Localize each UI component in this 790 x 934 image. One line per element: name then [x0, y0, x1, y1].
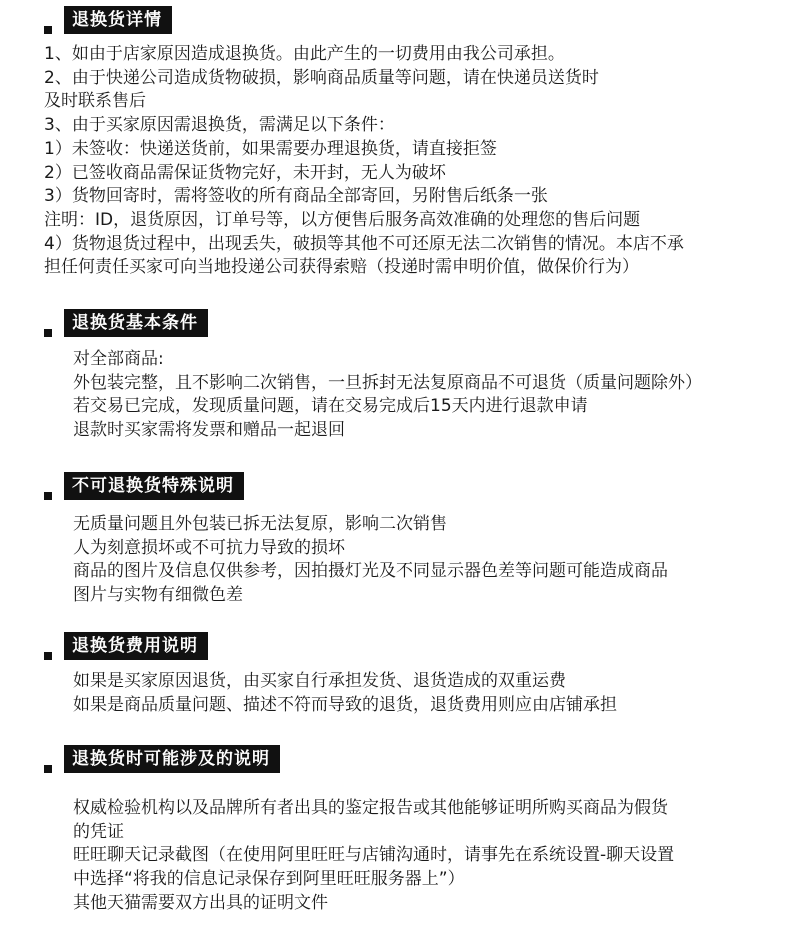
text-line: 的凭证: [73, 821, 124, 842]
text-line: 中选择“将我的信息记录保存到阿里旺旺服务器上”）: [73, 869, 465, 890]
text-line: 注明：ID，退货原因，订单号等，以方便售后服务高效准确的处理您的售后问题: [44, 209, 641, 230]
text-line: 权威检验机构以及品牌所有者出具的鉴定报告或其他能够证明所购买商品为假货: [73, 798, 668, 818]
text-line: 其他天猫需要双方出具的证明文件: [73, 892, 328, 913]
text-line: 外包装完整，且不影响二次销售，一旦拆封无法复原商品不可退货（质量问题除外）: [73, 372, 702, 393]
text-line: 及时联系售后: [44, 91, 146, 112]
text-line: 如果是买家原因退货，由买家自行承担发货、退货造成的双重运费: [73, 671, 566, 691]
section-title: 退换货费用说明: [64, 632, 208, 660]
section-body: [44, 43, 684, 280]
text-line: 商品的图片及信息仅供参考，因拍摄灯光及不同显示器色差等问题可能造成商品: [73, 561, 668, 582]
section-body: [73, 797, 674, 916]
text-line: 图片与实物有细微色差: [73, 585, 243, 606]
text-line: 对全部商品:: [73, 349, 164, 369]
square-bullet-icon: [44, 329, 52, 337]
square-bullet-icon: [44, 652, 52, 660]
text-line: 3、由于买家原因需退换货，需满足以下条件：: [44, 115, 395, 136]
text-line: 如果是商品质量问题、描述不符而导致的退货，退货费用则应由店铺承担: [73, 694, 617, 715]
square-bullet-icon: [44, 492, 52, 500]
section-title: 退换货详情: [64, 6, 172, 34]
text-line: 2、由于快递公司造成货物破损，影响商品质量等问题，请在快递员送货时: [44, 67, 599, 88]
text-line: 4）货物退货过程中，出现丢失，破损等其他不可还原无法二次销售的情况。本店不承: [44, 233, 684, 254]
text-line: 2）已签收商品需保证货物完好，未开封，无人为破坏: [44, 162, 446, 183]
text-line: 人为刻意损坏或不可抗力导致的损坏: [73, 537, 345, 558]
text-line: 1）未签收：快递送货前，如果需要办理退换货，请直接拒签: [44, 138, 497, 159]
square-bullet-icon: [44, 765, 52, 773]
section-title: 退换货基本条件: [64, 309, 208, 337]
section-body: [73, 670, 617, 717]
text-line: 旺旺聊天记录截图（在使用阿里旺旺与店铺沟通时，请事先在系统设置-聊天设置: [73, 845, 675, 866]
square-bullet-icon: [44, 26, 52, 34]
section-body: [73, 513, 668, 608]
text-line: 退款时买家需将发票和赠品一起退回: [73, 420, 345, 441]
text-line: 无质量问题且外包装已拆无法复原，影响二次销售: [73, 514, 447, 534]
section-title: 不可退换货特殊说明: [64, 472, 244, 500]
text-line: 1、如由于店家原因造成退换货。由此产生的一切费用由我公司承担。: [44, 44, 565, 64]
text-line: 担任何责任买家可向当地投递公司获得索赔（投递时需申明价值，做保价行为）: [44, 257, 639, 278]
section-title: 退换货时可能涉及的说明: [64, 745, 280, 773]
section-body: [73, 348, 702, 443]
text-line: 3）货物回寄时，需将签收的所有商品全部寄回，另附售后纸条一张: [44, 186, 548, 207]
text-line: 若交易已完成，发现质量问题，请在交易完成后15天内进行退款申请: [73, 396, 588, 417]
